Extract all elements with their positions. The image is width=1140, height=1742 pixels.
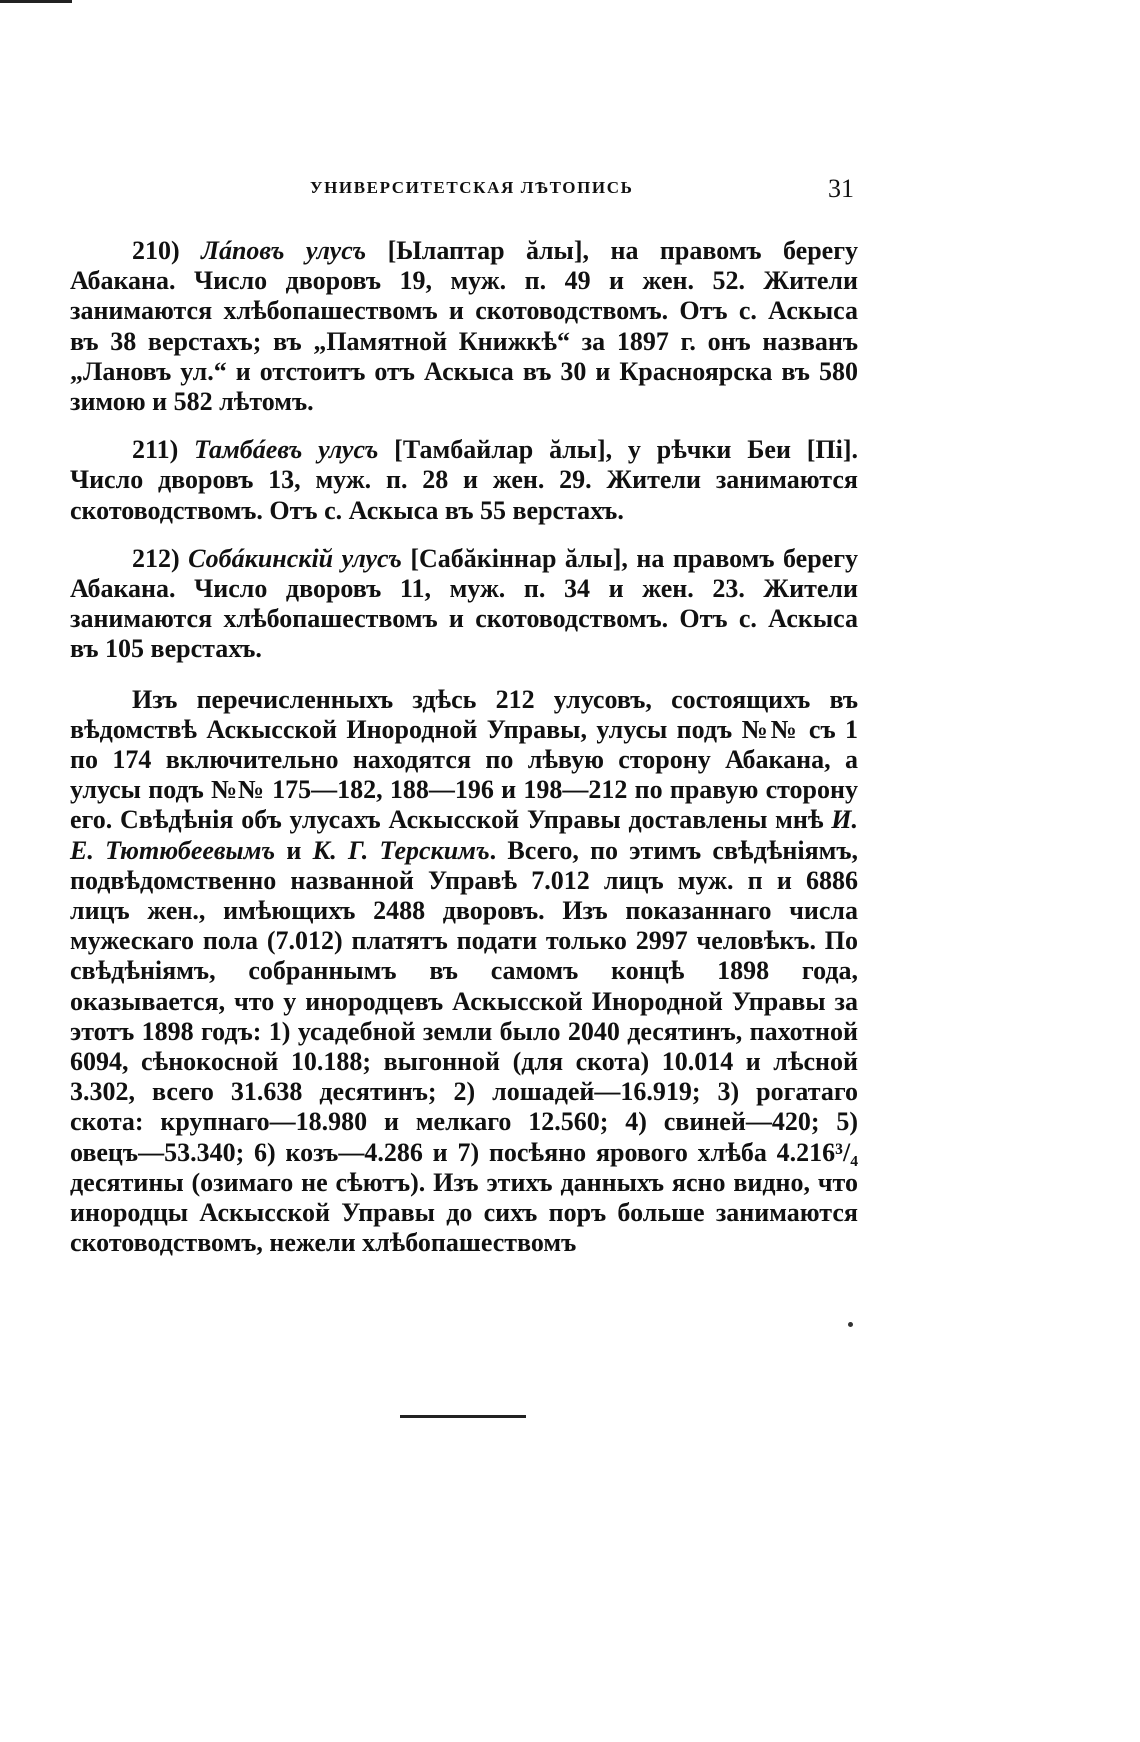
- summary-paragraph: [70, 685, 858, 1259]
- entry-name: Собáкинскій улусъ: [188, 543, 402, 573]
- running-head: УНИВЕРСИТЕТСКАЯ ЛѢТОПИСЬ: [310, 178, 634, 197]
- entry-text: [Сабăкіннар ăлы], на правомъ берегу Абакана. Число дворовъ 11, муж. п. 34 и жен. 23. Жители занимаются хлѣбопашествомъ и скотоводствомъ. Отъ с. Аскыса въ 105 верстахъ.: [70, 543, 859, 664]
- entry-211: [70, 435, 858, 526]
- entry-number: 210): [132, 236, 180, 265]
- print-speck: [848, 1322, 853, 1327]
- entry-212: [70, 544, 858, 665]
- scan-edge-rule: [0, 0, 72, 3]
- section-end-rule: [400, 1415, 526, 1418]
- entry-210: [70, 236, 858, 417]
- entry-name: Тамбáевъ улусъ: [194, 435, 379, 465]
- entry-name: Лáповъ улусъ: [201, 236, 367, 265]
- entry-text: [Тамбайлар ăлы], у рѣчки Беи [Пі]. Число дворовъ 13, муж. п. 28 и жен. 29. Жители занимаются скотоводствомъ. Отъ с. Аскыса въ 55 верстахъ.: [70, 435, 858, 525]
- body-text: [70, 236, 858, 1259]
- summary-text-2: . Всего, по этимъ свѣдѣніямъ, подвѣдомственно названной Управѣ 7.012 лицъ муж. п и 6886 лицъ жен., имѣющихъ 2488 дворовъ. Изъ показаннаго числа мужескаго пола (7.012) платятъ подати только 2997 человѣкъ. По свѣдѣніямъ, собраннымъ въ самомъ концѣ 1898 года, оказывается, что у инородцевъ Аскысской Инородной Управы за этотъ 1898 годъ: 1) усадебной земли было 2040 десятинъ, пахотной 6094, сѣнокосной 10.188; выгонной (для скота) 10.014 и лѣсной 3.302, всего 31.638 десятинъ; 2) лошадей—16.919; 3) рогатаго скота: крупнаго—18.980 и мелкаго 12.560; 4) свиней—420; 5) овецъ—53.340; 6) козъ—4.286 и 7) посѣяно ярового хлѣба 4.216³/₄ десятины (озимаго не сѣютъ). Изъ этихъ данныхъ ясно видно, что инородцы Аскысской Управы до сихъ поръ больше занимаются скотоводствомъ, нежели хлѣбопашествомъ: [70, 835, 858, 1258]
- contributor-name-2: К. Г. Терскимъ: [312, 835, 490, 865]
- entry-number: 211): [132, 435, 179, 465]
- page-number: 31: [828, 174, 854, 203]
- summary-text-1: Изъ перечисленныхъ здѣсь 212 улусовъ, состоящихъ въ вѣдомствѣ Аскысской Инородной Управы, улусы подъ №№ съ 1 по 174 включительно находятся по лѣвую сторону Абакана, а улусы подъ №№ 175—182, 188—196 и 198—212 по правую сторону его. Свѣдѣнія объ улусахъ Аскысской Управы доставлены мнѣ: [70, 684, 858, 835]
- summary-conjunction: и: [275, 835, 313, 865]
- contributor-name-1: И. Е. Тютюбеевымъ: [70, 805, 858, 865]
- entry-text: [Ылаптар ăлы], на правомъ берегу Абакана. Число дворовъ 19, муж. п. 49 и жен. 52. Жители занимаются хлѣбопашествомъ и скотоводствомъ. Отъ с. Аскыса въ 38 верстахъ; въ „Памятной Книжкѣ“ за 1897 г. онъ названъ „Лановъ ул.“ и отстоитъ отъ Аскыса въ 30 и Красноярска въ 580 зимою и 582 лѣтомъ.: [70, 236, 859, 417]
- entry-number: 212): [132, 543, 180, 573]
